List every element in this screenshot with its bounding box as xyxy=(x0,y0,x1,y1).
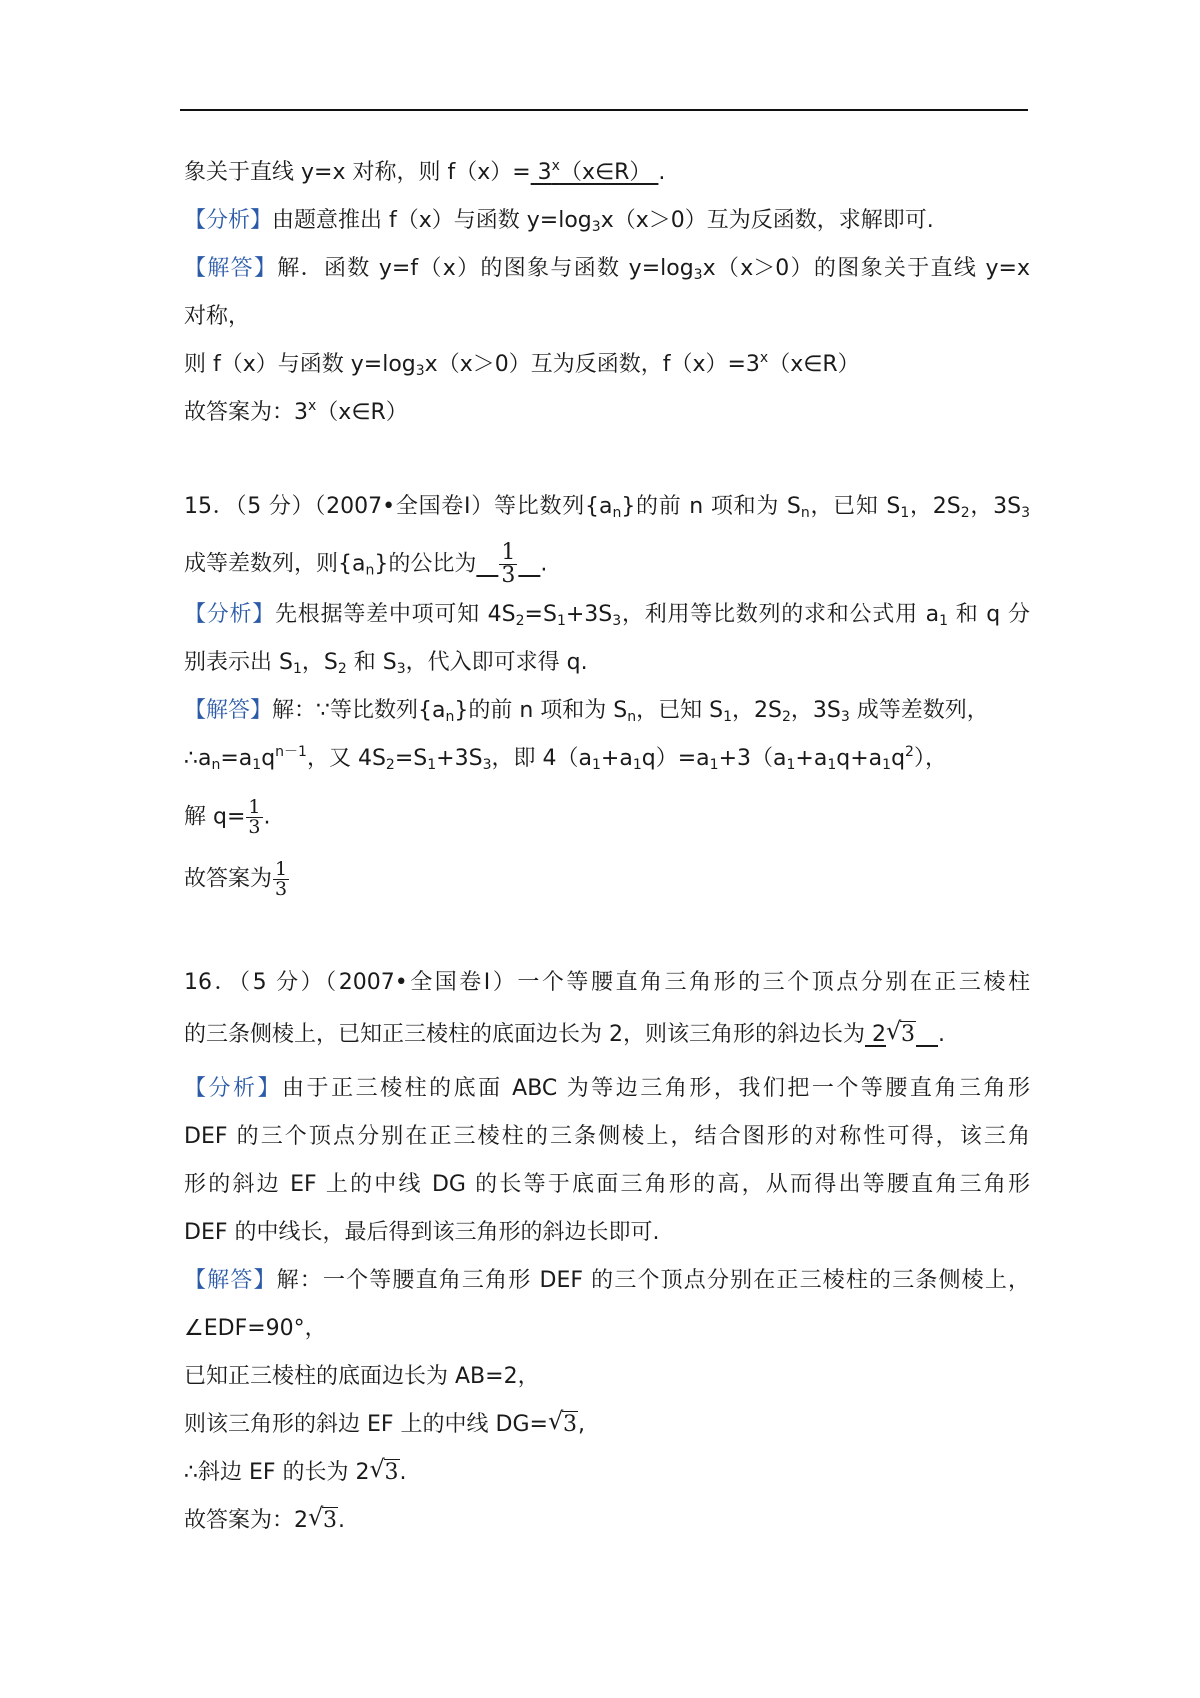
q15-answer: 故答案为 $\frac{1}{3}$ xyxy=(184,858,288,900)
q15-statement-line1: 15．（5 分）（2007•全国卷Ⅰ）等比数列$\{a_n\}$的前 n 项和为 $S_n$，已知 $S_1$，$2S_2$，$3S_3$ xyxy=(184,494,1030,521)
q15-analysis-line2: 别表示出 $S_1$，$S_2$ 和 $S_3$，代入即可求得 q. xyxy=(184,650,588,677)
q14-solution-line3: 则 f（x）与函数 $y=\log_3x(x>0)$互为反函数，$f(x)=3^x(x\in R)$ xyxy=(184,350,860,379)
q15-solution-line1: 【解答】解：∵等比数列$\{a_n\}$的前 n 项和为 $S_n$，已知 $S_1$，$2S_2$，$3S_3$ 成等差数列， xyxy=(184,698,989,725)
q15-solution-line2: $\therefore a_n=a_1q^{n-1}$，又 $4S_2=S_1+3S_3$，即 $4(a_1+a_1q)=a_1+3(a_1+a_1q+a_1q^2)$， xyxy=(184,744,947,773)
fraction: $\frac{1}{3}$ xyxy=(501,540,516,588)
q16-analysis-line1: 【分析】由于正三棱柱的底面 ABC 为等边三角形，我们把一个等腰直角三角形 xyxy=(184,1076,1030,1101)
answer-blank: 3$^x$（x∈R） xyxy=(530,158,659,185)
sqrt: √ 3 xyxy=(369,1455,399,1485)
q14-analysis: 【分析】由题意推出 f（x）与函数 $y=\log_3x(x>0)$互为反函数，求解即可. xyxy=(184,208,934,235)
analysis-tag: 【分析】 xyxy=(184,1076,283,1101)
q15-solution-line3: 解 q= $\frac{1}{3}$ . xyxy=(184,796,271,838)
q14-answer: 故答案为：3$^x$（x∈R） xyxy=(184,398,408,425)
sqrt: √ 3 xyxy=(547,1407,577,1437)
q16-answer: 故答案为：2 √ 3. xyxy=(184,1506,1030,1536)
fraction: $\frac{1}{3}$ xyxy=(248,796,261,838)
solution-tag: 【解答】 xyxy=(184,698,273,723)
q16-solution-line1: 【解答】解：一个等腰直角三角形 DEF 的三个顶点分别在正三棱柱的三条侧棱上， xyxy=(184,1268,1030,1293)
q16-statement-line1: 16．（5 分）（2007•全国卷Ⅰ）一个等腰直角三角形的三个顶点分别在正三棱柱 xyxy=(184,970,1030,995)
q16-analysis-line2: DEF 的三个顶点分别在正三棱柱的三条侧棱上，结合图形的对称性可得，该三角 xyxy=(184,1124,1030,1149)
q16-solution-line4: 则该三角形的斜边 EF 上的中线 DG= √ 3, xyxy=(184,1410,1030,1440)
answer-blank: 2 √ 3 xyxy=(865,1022,938,1047)
header-rule xyxy=(180,109,1028,111)
q14-solution-line1: 【解答】解．函数 y=f（x）的图象与函数 $y=\log_3x(x>0)$的图象关于直线 y=x xyxy=(184,256,1030,283)
analysis-tag: 【分析】 xyxy=(184,208,273,233)
fraction: $\frac{1}{3}$ xyxy=(275,858,288,900)
q14-solution-line2: 对称， xyxy=(184,304,251,329)
solution-tag: 【解答】 xyxy=(184,1268,277,1293)
solution-tag: 【解答】 xyxy=(184,256,278,281)
q16-solution-line3: 已知正三棱柱的底面边长为 AB=2， xyxy=(184,1364,540,1389)
q15-analysis-line1: 【分析】先根据等差中项可知 $4S_2=S_1+3S_3$，利用等比数列的求和公式用 $a_1$ 和 q 分 xyxy=(184,602,1030,629)
q16-statement-line2: 的三条侧棱上，已知正三棱柱的底面边长为 2，则该三角形的斜边长为 2 √ 3 . xyxy=(184,1020,1030,1050)
q16-solution-line5: ∴斜边 EF 的长为 2 √ 3. xyxy=(184,1458,1030,1488)
answer-blank xyxy=(476,540,540,588)
sqrt: √ 3 xyxy=(308,1503,337,1533)
q16-solution-line2: ∠EDF=90°， xyxy=(184,1316,327,1341)
q15-statement-line2: 成等差数列，则$\{a_n\}$的公比为 $\frac{1}{3}$ . xyxy=(184,540,548,588)
q14-statement-end: 象关于直线 y=x 对称，则 $f(x)= 3^x(x\in R)$ . xyxy=(184,158,666,185)
q16-analysis-line3: 形的斜边 EF 上的中线 DG 的长等于底面三角形的高，从而得出等腰直角三角形 xyxy=(184,1172,1030,1197)
analysis-tag: 【分析】 xyxy=(184,602,276,627)
sqrt: √ 3 xyxy=(886,1017,915,1047)
q16-analysis-line4: DEF 的中线长，最后得到该三角形的斜边长即可. xyxy=(184,1220,660,1245)
